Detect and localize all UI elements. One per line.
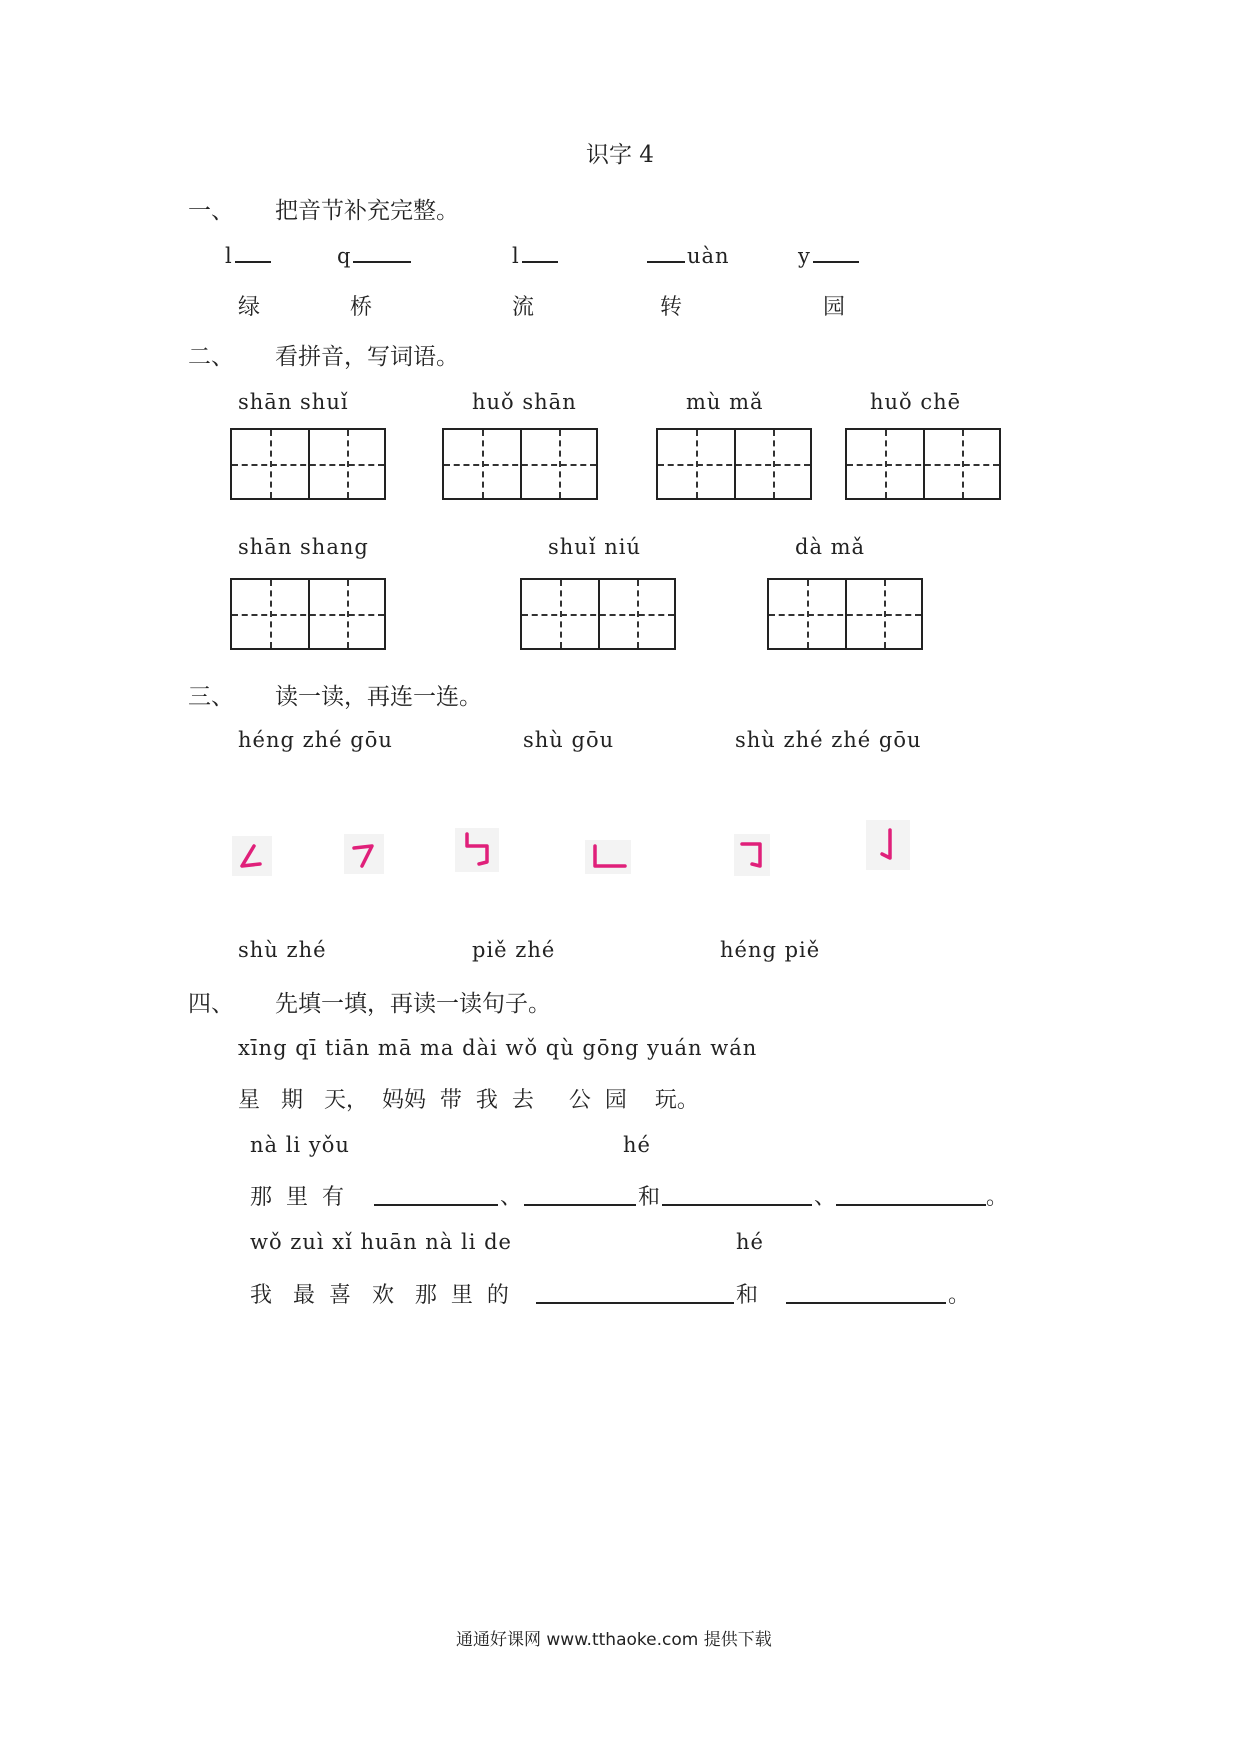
stroke-shu-gou-icon[interactable]	[866, 820, 910, 870]
fill-blank[interactable]	[813, 243, 859, 263]
pinyin-label: huǒ shān	[472, 390, 577, 414]
stroke-pie-dian-icon[interactable]	[232, 836, 272, 876]
stroke-name: shù zhé zhé gōu	[735, 728, 922, 752]
syllable-item: l	[512, 243, 558, 268]
section-2-number: 二、	[188, 344, 234, 370]
pinyin-label: shān shuǐ	[238, 390, 349, 414]
writing-grid[interactable]	[230, 578, 386, 650]
stroke-name: héng zhé gōu	[238, 728, 393, 752]
sentence-1-pinyin: xīng qī tiān mā ma dài wǒ qù gōng yuán wán	[238, 1036, 758, 1060]
section-3-number: 三、	[188, 684, 234, 710]
word-he: 和	[638, 1185, 661, 1210]
section-4-heading: 先填一填，再读一读句子。	[275, 991, 551, 1017]
syllable-item: uàn	[647, 243, 730, 268]
punctuation-dun: 、	[500, 1185, 523, 1210]
fill-blank[interactable]	[662, 1186, 812, 1206]
pinyin-label: dà mǎ	[795, 535, 866, 559]
fill-blank[interactable]	[647, 243, 685, 263]
sentence-2-text: 那 里 有	[250, 1185, 344, 1210]
section-4-number: 四、	[188, 991, 234, 1017]
sentence-2-pinyin-he: hé	[623, 1133, 651, 1157]
hanzi-char: 流	[512, 295, 535, 320]
fill-blank[interactable]	[836, 1186, 986, 1206]
stroke-name: shù zhé	[238, 938, 327, 962]
pinyin-label: shuǐ niú	[548, 535, 641, 559]
fill-blank[interactable]	[522, 243, 558, 263]
word-he: 和	[736, 1283, 759, 1308]
punctuation-period: 。	[986, 1185, 1009, 1210]
section-1-number: 一、	[188, 198, 234, 224]
punctuation-period: 。	[948, 1283, 971, 1308]
writing-grid[interactable]	[845, 428, 1001, 500]
pinyin-label: shān shang	[238, 535, 369, 559]
fill-blank[interactable]	[536, 1284, 734, 1304]
syllable-item: q	[337, 243, 411, 268]
stroke-name: shù gōu	[523, 728, 615, 752]
section-1-heading: 把音节补充完整。	[275, 198, 459, 224]
sentence-2-pinyin: nà li yǒu	[250, 1133, 350, 1157]
stroke-shu-zhe-zhe-gou-icon[interactable]	[455, 828, 499, 872]
stroke-heng-pie-icon[interactable]	[344, 834, 384, 874]
writing-grid[interactable]	[442, 428, 598, 500]
syllable-item: l	[225, 243, 271, 268]
fill-blank[interactable]	[235, 243, 271, 263]
stroke-shu-zhe-icon[interactable]	[585, 840, 631, 874]
sentence-1-text: 星 期 天， 妈妈 带 我 去 公 园 玩。	[238, 1088, 699, 1113]
fill-blank[interactable]	[524, 1186, 636, 1206]
writing-grid[interactable]	[520, 578, 676, 650]
hanzi-char: 绿	[238, 295, 261, 320]
fill-blank[interactable]	[374, 1186, 498, 1206]
sentence-3-pinyin: wǒ zuì xǐ huān nà li de	[250, 1230, 512, 1254]
stroke-heng-zhe-gou-icon[interactable]	[734, 834, 770, 876]
fill-blank[interactable]	[786, 1284, 946, 1304]
writing-grid[interactable]	[230, 428, 386, 500]
section-3-heading: 读一读，再连一连。	[275, 684, 482, 710]
writing-grid[interactable]	[767, 578, 923, 650]
sentence-3-pinyin-he: hé	[736, 1230, 764, 1254]
footer-credit: 通通好课网 www.tthaoke.com 提供下载	[456, 1630, 772, 1650]
fill-blank[interactable]	[353, 243, 411, 263]
page-title: 识字 4	[586, 142, 654, 168]
hanzi-char: 园	[823, 295, 846, 320]
punctuation-dun: 、	[814, 1185, 837, 1210]
hanzi-char: 转	[660, 295, 683, 320]
pinyin-label: mù mǎ	[686, 390, 764, 414]
section-2-heading: 看拼音，写词语。	[275, 344, 459, 370]
pinyin-label: huǒ chē	[870, 390, 962, 414]
writing-grid[interactable]	[656, 428, 812, 500]
syllable-item: y	[798, 243, 859, 268]
stroke-name: piě zhé	[472, 938, 556, 962]
sentence-3-text: 我 最 喜 欢 那 里 的	[250, 1283, 509, 1308]
stroke-name: héng piě	[720, 938, 821, 962]
hanzi-char: 桥	[350, 295, 373, 320]
